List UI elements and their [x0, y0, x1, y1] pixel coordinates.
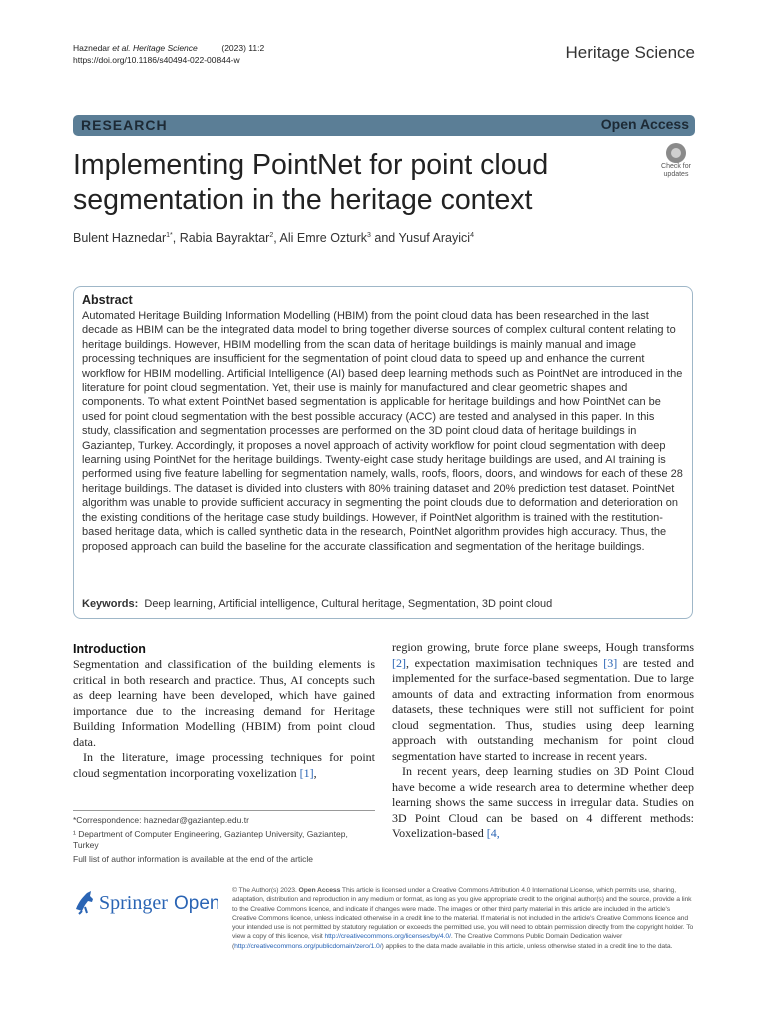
author-name[interactable]: Rabia Bayraktar [179, 231, 270, 245]
author-name[interactable]: Bulent Haznedar [73, 231, 167, 245]
citation-link[interactable]: [4, [486, 826, 500, 840]
badge-line1: Check for [661, 163, 691, 170]
citation-year: (2023) 11:2 [221, 43, 265, 53]
badge-line2: updates [663, 171, 689, 178]
intro-paragraph [73, 750, 375, 781]
springer-open-logo[interactable] [73, 887, 218, 922]
intro-paragraph: Segmentation and classification of the building elements is critical in both research and practice. Thus, AI concepts such as deep learning have been developed, which have gained importance due to the increasing demand for Heritage Building Information Modelling (HBIM) from point cloud data. [73, 657, 375, 749]
affiliation-note: ¹ Department of Computer Engineering, Gaziantep University, Gaziantep, Turkey [73, 829, 348, 850]
intro-text: In the literature, image processing techniques for point cloud segmentation incorporating voxelization [73, 750, 375, 780]
citation-line [73, 42, 264, 54]
column-right [392, 640, 694, 842]
abstract-heading: Abstract [82, 293, 133, 307]
citation-link[interactable]: [2] [392, 655, 406, 670]
intro-paragraph [392, 764, 694, 842]
citation-link[interactable]: [3] [603, 655, 618, 670]
author-affiliation: 3 [367, 231, 371, 239]
article-type-label: RESEARCH [81, 117, 168, 133]
column-left [73, 657, 375, 781]
license-link[interactable]: http://creativecommons.org/publicdomain/zero/1.0/ [234, 942, 382, 950]
check-for-updates-icon [666, 143, 686, 163]
check-for-updates-label [656, 163, 696, 179]
abstract-text: Automated Heritage Building Information Modelling (HBIM) from the point cloud data has been researched in the last decade as HBIM can be the integrated data model to bring together diverse sources of complex cultural content relating to heritage buildings. However, HBIM modelling from the scan data of heritage buildings is mainly manual and image processing techniques are insufficient for the segmentation of point cloud data to speed up and enhance the current workflow for HBIM modelling. Artificial Intelligence (AI) based deep learning methods such as PointNet are introduced in the literature for point cloud segmentation. Yet, their use is mainly for manufactured and clear geometric shapes and components. To what extent PointNet based segmentation is applicable for heritage buildings and how PointNet can be used for point cloud segmentation with the best possible accuracy (ACC) are tested and analysed in this paper. In this study, classification and segmentation processes are performed on the 3D point cloud data of heritage buildings in Gaziantep, Turkey. Accordingly, it proposes a novel approach of activity workflow for point cloud segmentation with deep learning using PointNet for the heritage buildings. Twenty-eight case study heritage buildings are used, and AI training is performed using five feature labelling for segmentation namely, walls, roofs, floors, doors, and windows for each of these 28 heritage buildings. The dataset is divided into clusters with 80% training dataset and 20% prediction test dataset. PointNet algorithm was unable to provide sufficient accuracy in segmenting the point clouds due to deformation and deterioration on the existing conditions of the heritage case study buildings. However, if PointNet algorithm is trained with the restitution-based heritage data, which is called synthetic data in the research, PointNet algorithm provides high accuracy. Thus, the proposed approach can build the baseline for the accurate classification and segmentation of the heritage buildings. [82, 310, 683, 553]
keywords-label: Keywords: [82, 598, 139, 610]
author-affiliation: 2 [269, 231, 274, 239]
license-body: . The Creative Commons Public Domain Dedication waiver ( [232, 933, 623, 950]
license-text [232, 886, 694, 951]
springer-horse-icon [73, 887, 218, 917]
publisher-suffix: Open [174, 893, 218, 914]
citation-header [73, 42, 264, 66]
author-name[interactable]: Yusuf Arayici [398, 231, 471, 245]
intro-text: In recent years, deep learning studies on 3D Point Cloud have become a wide research area to determine whether deep learning shows the same success in irregular data. Studies on 3D Point Cloud can be based on 4 different methods: Voxelization-based [392, 764, 694, 840]
author-info-note: Full list of author information is available at the end of the article [73, 854, 314, 864]
intro-text: are tested and implemented for the surface-based segmentation. Due to large amounts of data and extracting information from enormous datasets, these techniques were still not sufficient for point cloud segmentation. Thus, studies using deep learning approach with outstanding mechanism for point cloud segmentation have started to increase in recent years. [392, 655, 694, 763]
footnote-divider [73, 810, 375, 811]
intro-text: , [313, 765, 317, 780]
citation-journal: Heritage Science [130, 43, 198, 53]
license-copyright: © The Author(s) 2023. [232, 887, 299, 894]
citation-etal: et al. [109, 43, 131, 53]
citation-authors: Haznedar [73, 43, 110, 53]
author-affiliation: 1* [166, 231, 173, 239]
keywords-list: Deep learning, Artificial intelligence, Cultural heritage, Segmentation, 3D point cloud [144, 598, 553, 610]
check-for-updates-badge[interactable] [656, 141, 696, 181]
journal-name: Heritage Science [565, 43, 695, 62]
doi-link[interactable]: https://doi.org/10.1186/s40494-022-00844-w [73, 55, 240, 65]
open-access-label: Open Access [600, 116, 689, 132]
citation-link[interactable]: [1] [299, 765, 314, 780]
author-affiliation: 4 [470, 231, 474, 239]
license-body: This article is licensed under a Creative Commons Attribution 4.0 International License, which permits use, sharing, adaptation, distribution and reproduction in any medium or format, as long as you give appropriate credit to the original author(s) and the source, provide a link to the Creative Commons licence, and indicate if changes were made. The images or other third party material in this article are included in the article's Creative Commons licence, unless indicated otherwise in a credit line to the material. If material is not included in the article's Creative Commons licence and your intended use is not permitted by statutory regulation or exceeds the permitted use, you will need to obtain permission directly from the copyright holder. To view a copy of this licence, visit [232, 887, 694, 941]
keywords [82, 598, 552, 610]
author-list: Bulent Haznedar$^{1*}$, Rabia Bayraktar$^2$, Ali Emre Ozturk$^3$ and Yusuf Arayici$^4$ [73, 231, 474, 245]
article-type-banner [73, 115, 695, 136]
intro-text: region growing, brute force plane sweeps, Hough transforms [392, 640, 694, 654]
license-body: ) applies to the data made available in this article, unless otherwise stated in a credit line to the data. [381, 942, 673, 950]
intro-text: , expectation maximisation techniques [406, 655, 604, 670]
publisher-name: Springer [99, 892, 168, 914]
license-link[interactable]: http://creativecommons.org/licenses/by/4.0/ [324, 933, 451, 941]
introduction-heading: Introduction [73, 642, 146, 656]
correspondence-note: *Correspondence: haznedar@gaziantep.edu.tr [73, 815, 249, 825]
author-name[interactable]: Ali Emre Ozturk [279, 231, 368, 245]
intro-paragraph [392, 640, 694, 764]
article-title: Implementing PointNet for point cloud segmentation in the heritage context [73, 149, 549, 216]
license-open-access: Open Access [298, 887, 341, 894]
